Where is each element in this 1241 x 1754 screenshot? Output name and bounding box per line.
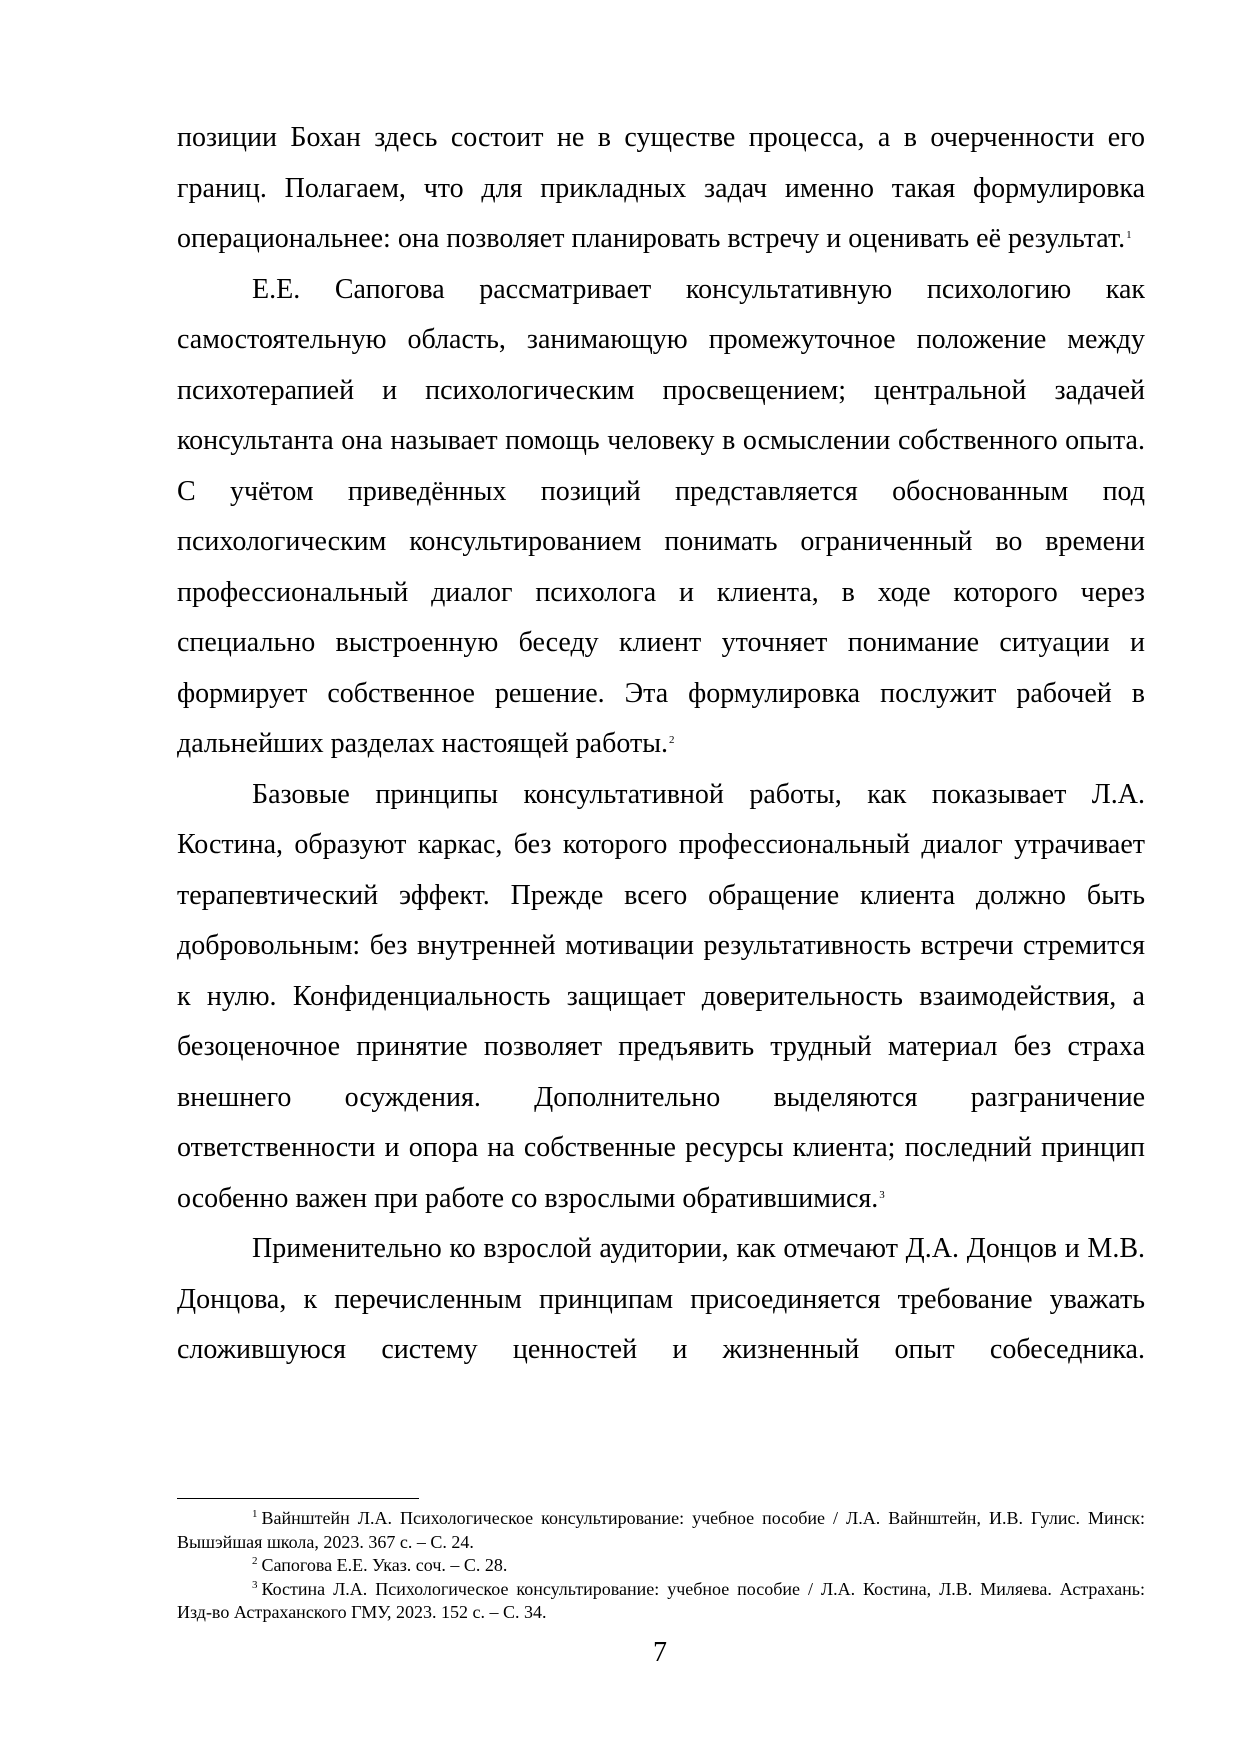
paragraph-1-text: позиции Бохан здесь состоит не в существе процесса, а в очерченности его границ. Полагаем, что для прикладных задач именно такая формулировка операциональнее: она позволяет планировать встречу и оценивать её результат. <box>177 122 1145 254</box>
paragraph-2 <box>177 265 1145 770</box>
footnote-1 <box>177 1507 1145 1554</box>
body-text <box>177 113 1145 1376</box>
footnote-ref-2: 2 <box>669 734 675 746</box>
paragraph-3-text: Базовые принципы консультативной работы, как показывает Л.А. Костина, образуют каркас, без которого профессиональный диалог утрачивает терапевтический эффект. Прежде всего обращение клиента должно быть добровольным: без внутренней мотивации результативность встречи стремится к нулю. Конфиденциальность защищает доверительность взаимодействия, а безоценочное принятие позволяет предъявить трудный материал без страха внешнего осуждения. Дополнительно выделяются разграничение ответственности и опора на собственные ресурсы клиента; последний принцип особенно важен при работе со взрослыми обратившимися. <box>177 778 1145 1214</box>
footnotes <box>177 1507 1145 1625</box>
paragraph-4-text: Применительно ко взрослой аудитории, как отмечают Д.А. Донцов и М.В. Донцова, к перечисленным принципам присоединяется требование уважать сложившуюся систему ценностей и жизненный опыт собеседника. <box>177 1233 1145 1365</box>
footnote-3-number: 3 <box>252 1578 258 1591</box>
paragraph-1 <box>177 113 1145 265</box>
footnote-3 <box>177 1578 1145 1625</box>
footnote-separator <box>177 1498 419 1499</box>
paragraph-4 <box>177 1224 1145 1376</box>
paragraph-3 <box>177 770 1145 1225</box>
footnote-ref-3: 3 <box>879 1188 885 1201</box>
page-number: 7 <box>653 1637 667 1668</box>
footnote-3-text: Костина Л.А. Психологическое консультирование: учебное пособие / Л.А. Костина, Л.В. Миляева. Астрахань: Изд-во Астраханского ГМУ, 2023. 152 с. – С. 34. <box>177 1578 1145 1622</box>
footnote-2-text: Сапогова Е.Е. Указ. соч. – С. 28. <box>261 1555 508 1575</box>
paragraph-2-text: Е.Е. Сапогова рассматривает консультативную психологию как самостоятельную область, занимающую промежуточное положение между психотерапией и психологическим просвещением; центральной задачей консультанта она называет помощь человеку в осмыслении собственного опыта. С учётом приведённых позиций представляется обоснованным под психологическим консультированием понимать ограниченный во времени профессиональный диалог психолога и клиента, в ходе которого через специально выстроенную беседу клиент уточняет понимание ситуации и формирует собственное решение. Эта формулировка послужит рабочей в дальнейших разделах настоящей работы. <box>177 273 1145 759</box>
footnote-ref-1: 1 <box>1126 229 1132 241</box>
footnote-1-number: 1 <box>252 1508 258 1520</box>
footnote-2-number: 2 <box>252 1555 258 1567</box>
footnote-1-text: Вайнштейн Л.А. Психологическое консультирование: учебное пособие / Л.А. Вайнштейн, И.В. Гулис. Минск: Вышэйшая школа, 2023. 367 с. – С. 24. <box>177 1508 1145 1552</box>
footnote-2 <box>177 1554 1145 1578</box>
